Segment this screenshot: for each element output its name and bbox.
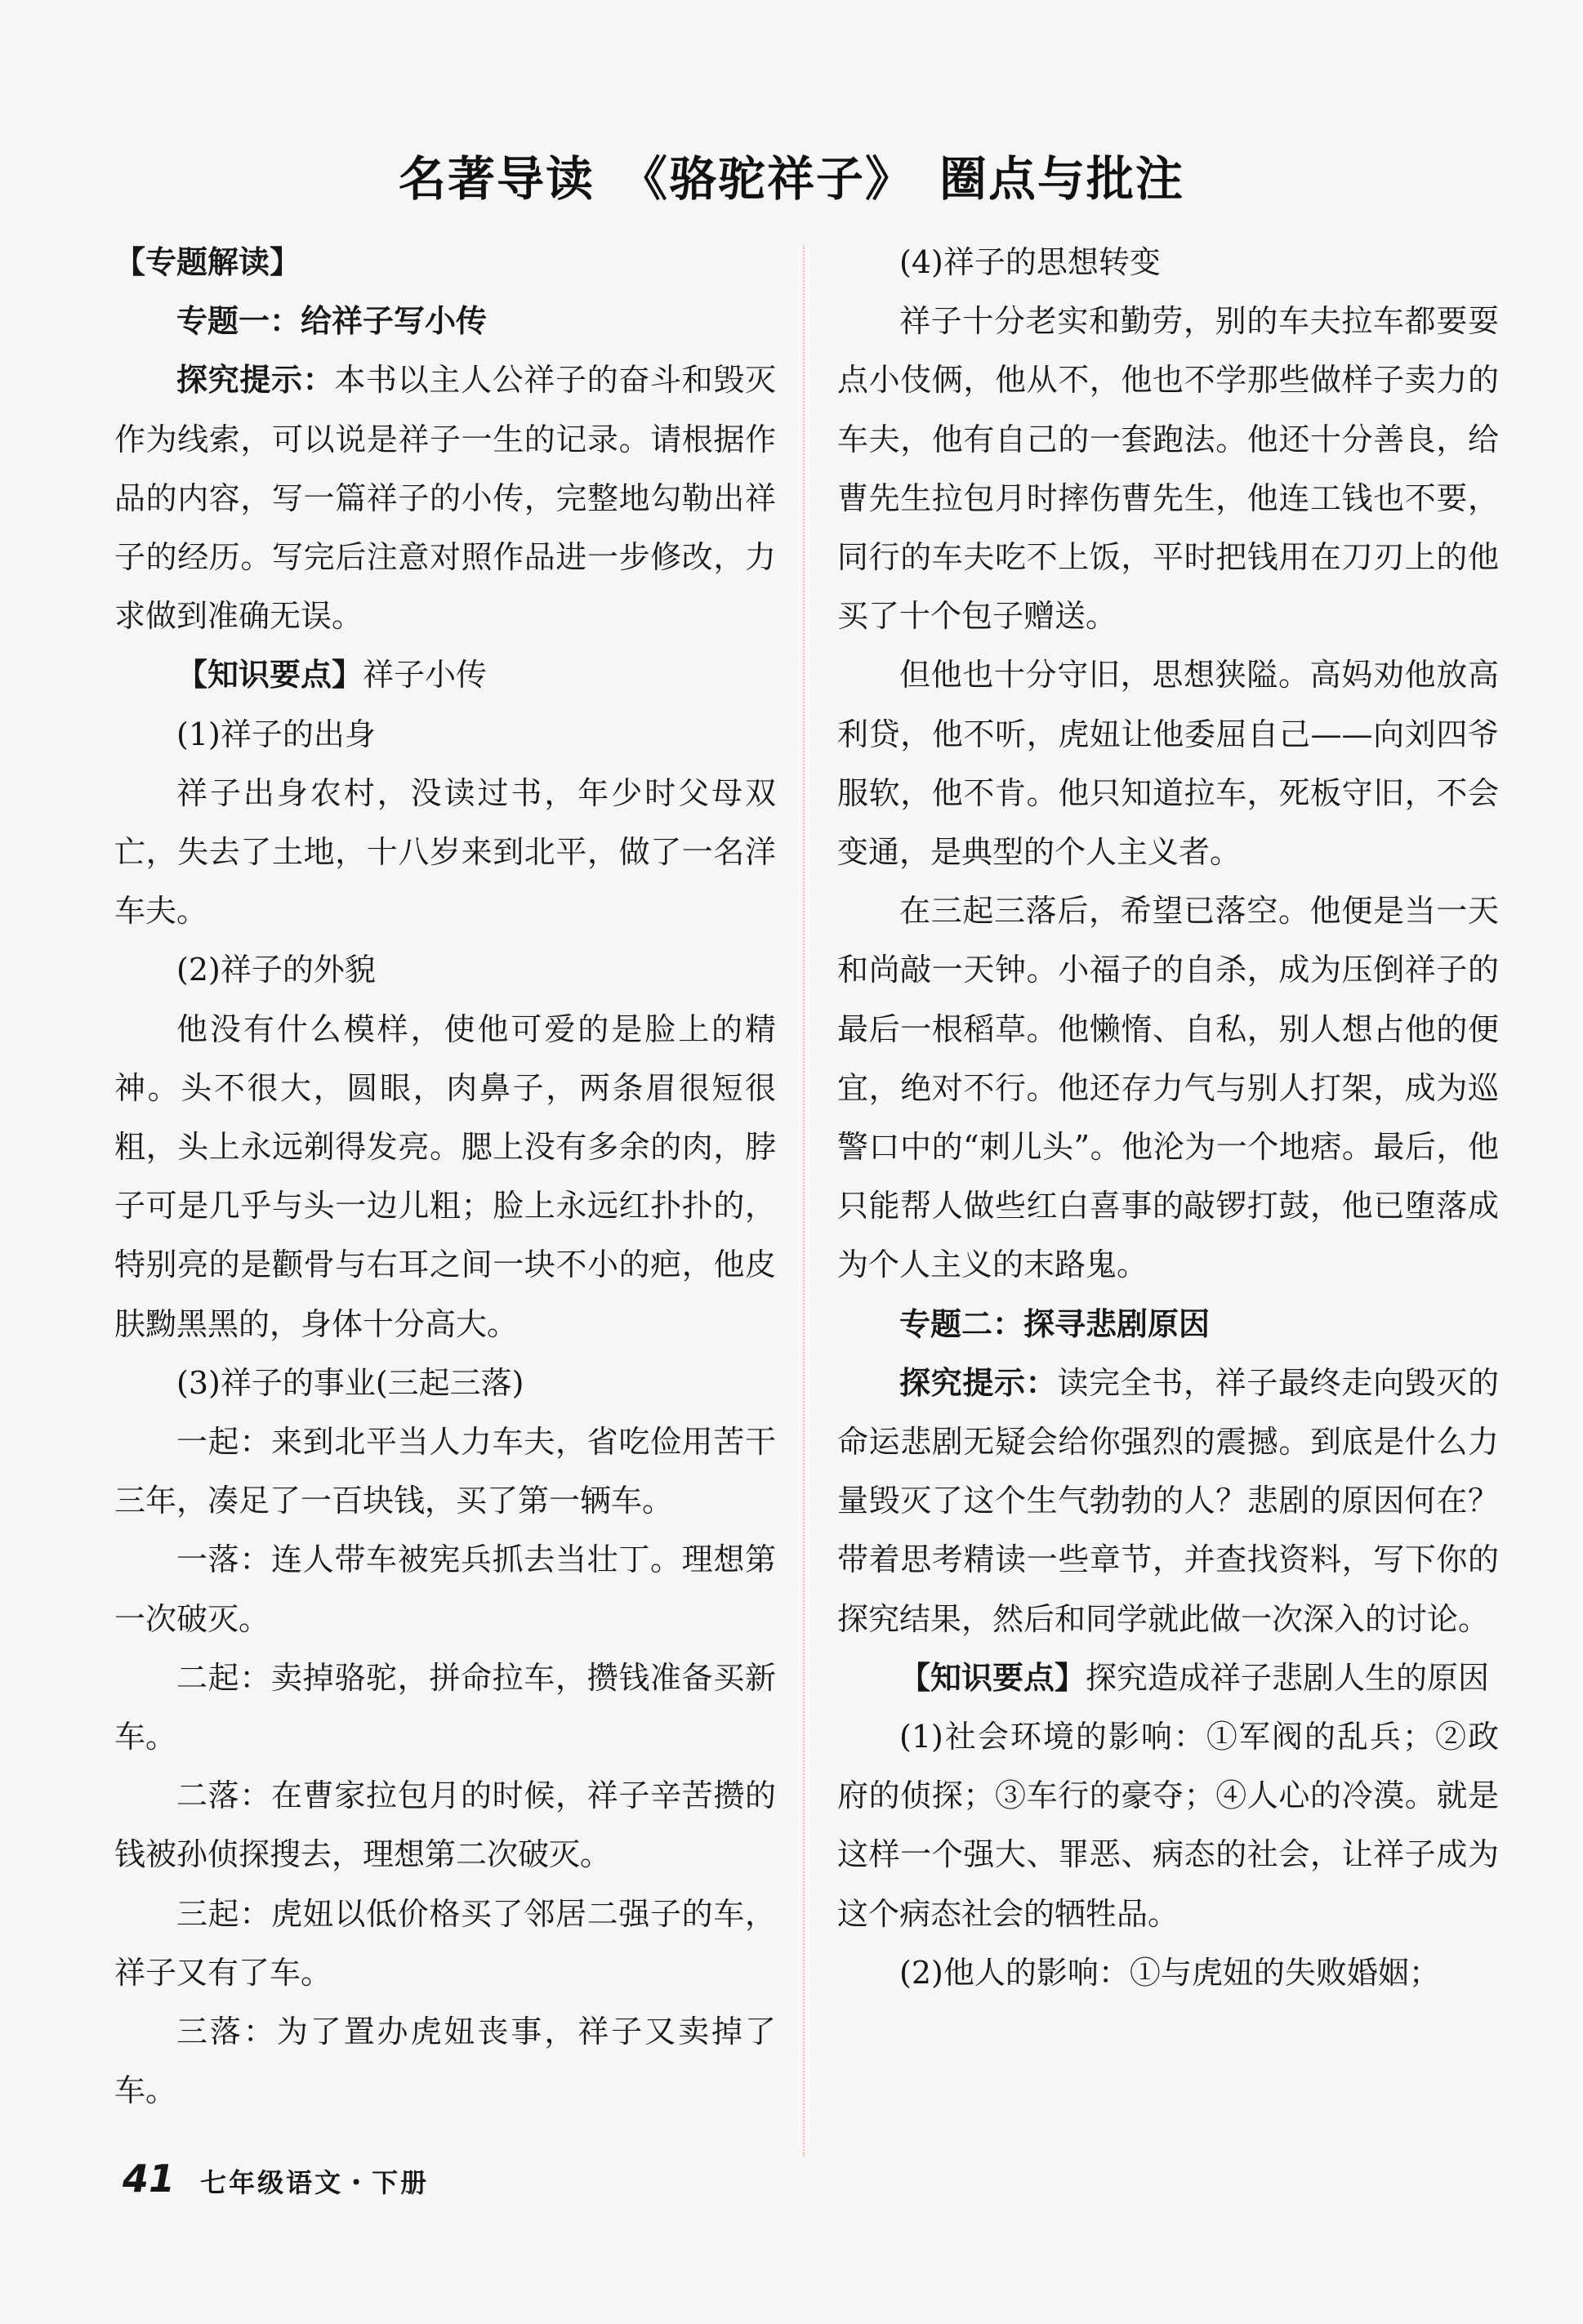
kp-label-1: 【知识要点】 <box>176 657 363 694</box>
sub4-title: (4)祥子的思想转变 <box>899 244 1161 280</box>
topic2-title: 专题二：探寻悲剧原因 <box>899 1305 1211 1342</box>
topic1-hint-text: 本书以主人公祥子的奋斗和毁灭作为线索，可以说是祥子一生的记录。请根据作品的内容，写一篇祥子的小传，完整地勾勒出祥子的经历。写完后注意对照作品进一步修改，力求做到准确无误。 <box>114 362 776 635</box>
book-name: 七年级语文・下册 <box>200 2167 430 2198</box>
rise-2: 二起：卖掉骆驼，拼命拉车，攒钱准备买新车。 <box>114 1659 776 1755</box>
sub1-title: (1)祥子的出身 <box>176 716 376 752</box>
topic2-hint-text: 读完全书，祥子最终走向毁灭的命运悲剧无疑会给你强烈的震撼。到底是什么力量毁灭了这个生气勃勃的人？悲剧的原因何在？带着思考精读一些章节，并查找资料，写下你的探究结果，然后和同学就此做一次深入的讨论。 <box>837 1364 1499 1637</box>
kp-label-2: 【知识要点】 <box>899 1659 1086 1696</box>
knowledge-points-2 <box>837 1648 1499 1707</box>
topic1-title: 专题一：给祥子写小传 <box>176 303 488 340</box>
sub2-title: (2)祥子的外貌 <box>176 952 376 988</box>
page-footer <box>123 2157 429 2201</box>
rise-3: 三起：虎妞以低价格买了邻居二强子的车，祥子又有了车。 <box>114 1895 776 1991</box>
thought-paragraph-2: 但他也十分守旧，思想狭隘。高妈劝他放高利贷，他不听，虎妞让他委屈自己——向刘四爷服软，他不肯。他只知道拉车，死板守旧，不会变通，是典型的个人主义者。 <box>837 657 1499 871</box>
page-number: 41 <box>123 2157 176 2201</box>
thought-paragraph-1: 祥子十分老实和勤劳，别的车夫拉车都要耍点小伎俩，他从不，他也不学那些做样子卖力的车夫，他有自己的一套跑法。他还十分善良，给曹先生拉包月时摔伤曹先生，他连工钱也不要，同行的车夫吃不上饭，平时把钱用在刀刃上的他买了十个包子赠送。 <box>837 303 1499 635</box>
kp-text-2: 探究造成祥子悲剧人生的原因 <box>1086 1659 1490 1696</box>
topic2-hint-label: 探究提示： <box>899 1364 1058 1401</box>
page-title: 名著导读 《骆驼祥子》 圈点与批注 <box>398 151 1184 207</box>
kp-text-1: 祥子小传 <box>363 657 488 694</box>
fall-2: 二落：在曹家拉包月的时候，祥子辛苦攒的钱被孙侦探搜去，理想第二次破灭。 <box>114 1778 776 1873</box>
left-column <box>114 233 776 2121</box>
column-divider <box>803 245 805 2157</box>
cause-2: (2)他人的影响：①与虎妞的失败婚姻； <box>899 1954 1440 1991</box>
knowledge-points-1 <box>114 645 776 704</box>
rise-1: 一起：来到北平当人力车夫，省吃俭用苦干三年，凑足了一百块钱，买了第一辆车。 <box>114 1424 776 1519</box>
thought-paragraph-3: 在三起三落后，希望已落空。他便是当一天和尚敲一天钟。小福子的自杀，成为压倒祥子的最后一根稻草。他懒惰、自私，别人想占他的便宜，绝对不行。他还存力气与别人打架，成为巡警口中的“刺儿头”。他沦为一个地痞。最后，他只能帮人做些红白喜事的敲锣打鼓，他已堕落成为个人主义的末路鬼。 <box>837 893 1499 1283</box>
topic1-hint-label: 探究提示： <box>176 362 335 399</box>
section-label: 【专题解读】 <box>114 244 301 280</box>
sub3-title: (3)祥子的事业(三起三落) <box>176 1364 524 1401</box>
cause-1: (1)社会环境的影响：①军阀的乱兵；②政府的侦探；③车行的豪夺；④人心的冷漠。就是这样一个强大、罪恶、病态的社会，让祥子成为这个病态社会的牺牲品。 <box>837 1719 1499 1932</box>
fall-3: 三落：为了置办虎妞丧事，祥子又卖掉了车。 <box>114 2014 776 2109</box>
topic2-hint <box>837 1354 1499 1648</box>
sub1-text: 祥子出身农村，没读过书，年少时父母双亡，失去了土地，十八岁来到北平，做了一名洋车夫。 <box>114 774 776 930</box>
topic1-hint <box>114 350 776 645</box>
fall-1: 一落：连人带车被宪兵抓去当壮丁。理想第一次破灭。 <box>114 1541 776 1637</box>
right-column <box>837 233 1499 2002</box>
sub2-text: 他没有什么模样，使他可爱的是脸上的精神。头不很大，圆眼，肉鼻子，两条眉很短很粗，头上永远剃得发亮。腮上没有多余的肉，脖子可是几乎与头一边儿粗；脸上永远红扑扑的，特别亮的是颧骨与右耳之间一块不小的疤，他皮肤黝黑黑的，身体十分高大。 <box>114 1010 776 1342</box>
